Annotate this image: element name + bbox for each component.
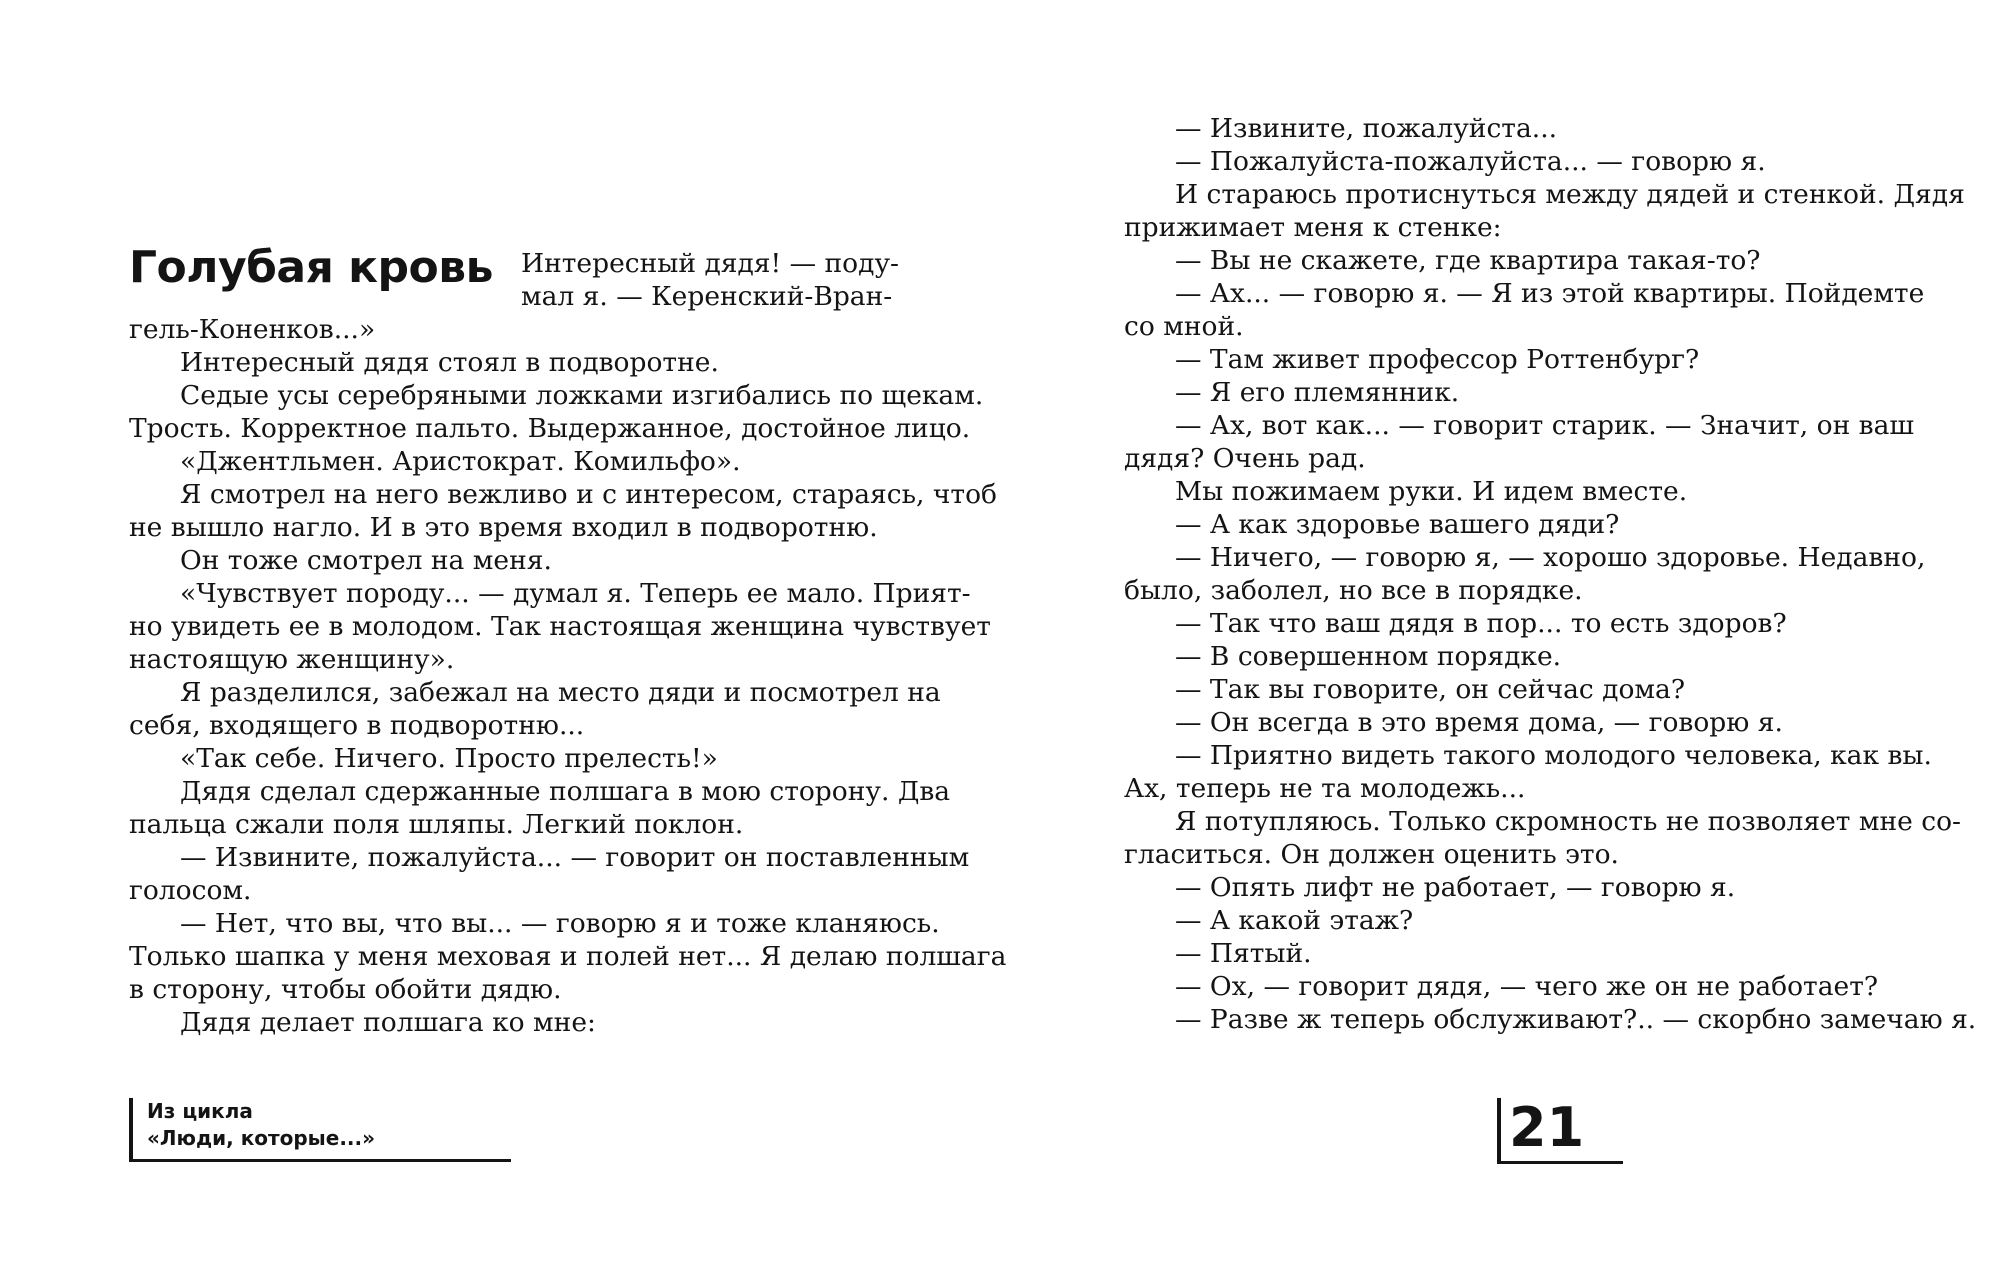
text-line: — Ах... — говорю я. — Я из этой квартиры. Пойдемте — [1175, 278, 1925, 309]
text-line: — В совершенном порядке. — [1175, 641, 1562, 672]
text-line: себя, входящего в подворотню... — [129, 710, 585, 741]
page-number: 21 — [1497, 1098, 1623, 1164]
text-line: — Так что ваш дядя в пор... то есть здоров? — [1175, 608, 1787, 639]
text-line: Трость. Корректное пальто. Выдержанное, достойное лицо. — [129, 413, 971, 444]
text-line: Только шапка у меня меховая и полей нет... Я делаю полшага — [129, 941, 1007, 972]
text-line: в сторону, чтобы обойти дядю. — [129, 974, 562, 1005]
text-line: голосом. — [129, 875, 252, 906]
text-line: прижимает меня к стенке: — [1124, 212, 1502, 243]
text-line: — Ничего, — говорю я, — хорошо здоровье. Недавно, — [1175, 542, 1926, 573]
text-line: настоящую женщину». — [129, 644, 455, 675]
text-line: гель-Коненков...» — [129, 314, 376, 345]
text-line: Седые усы серебряными ложками изгибались по щекам. — [180, 380, 984, 411]
story-title: Голубая кровь — [129, 242, 493, 293]
text-line: Мы пожимаем руки. И идем вместе. — [1175, 476, 1688, 507]
text-line: — А какой этаж? — [1175, 905, 1414, 936]
text-line: — Там живет профессор Роттенбург? — [1175, 344, 1700, 375]
text-line: Я разделился, забежал на место дяди и посмотрел на — [180, 677, 941, 708]
text-line: не вышло нагло. И в это время входил в подворотню. — [129, 512, 878, 543]
text-line: Ах, теперь не та молодежь... — [1124, 773, 1526, 804]
text-line: — Нет, что вы, что вы... — говорю я и тоже кланяюсь. — [180, 908, 940, 939]
text-line: — Опять лифт не работает, — говорю я. — [1175, 872, 1736, 903]
text-line: Интересный дядя! — поду- — [521, 248, 899, 279]
text-line: — Разве ж теперь обслуживают?.. — скорбно замечаю я. — [1175, 1004, 1977, 1035]
right-column — [1124, 0, 1977, 1050]
text-line: пальца сжали поля шляпы. Легкий поклон. — [129, 809, 744, 840]
text-line: Он тоже смотрел на меня. — [180, 545, 552, 576]
text-line: «Джентльмен. Аристократ. Комильфо». — [180, 446, 741, 477]
cycle-name: «Люди, которые...» — [147, 1126, 376, 1150]
text-line: Я смотрел на него вежливо и с интересом, стараясь, чтоб — [180, 479, 997, 510]
text-line: гласиться. Он должен оценить это. — [1124, 839, 1619, 870]
text-line: дядя? Очень рад. — [1124, 443, 1366, 474]
text-line: — Извините, пожалуйста... — [1175, 113, 1558, 144]
text-line: но увидеть ее в молодом. Так настоящая женщина чувствует — [129, 611, 991, 642]
text-line: — Я его племянник. — [1175, 377, 1460, 408]
text-line: Дядя сделал сдержанные полшага в мою сторону. Два — [180, 776, 951, 807]
text-line: со мной. — [1124, 311, 1244, 342]
text-line: «Чувствует породу... — думал я. Теперь ее мало. Прият- — [180, 578, 971, 609]
text-line: — Ох, — говорит дядя, — чего же он не работает? — [1175, 971, 1879, 1002]
text-line: И стараюсь протиснуться между дядей и стенкой. Дядя — [1175, 179, 1965, 210]
text-line: — Ах, вот как... — говорит старик. — Значит, он ваш — [1175, 410, 1915, 441]
text-line: — Так вы говорите, он сейчас дома? — [1175, 674, 1686, 705]
cycle-label: Из цикла — [147, 1099, 253, 1123]
cycle-footer — [129, 1098, 511, 1162]
text-line: — Извините, пожалуйста... — говорит он поставленным — [180, 842, 970, 873]
text-line: — Он всегда в это время дома, — говорю я. — [1175, 707, 1783, 738]
text-line: мал я. — Керенский-Вран- — [521, 281, 893, 312]
text-line: — Пожалуйста-пожалуйста... — говорю я. — [1175, 146, 1766, 177]
text-line: было, заболел, но все в порядке. — [1124, 575, 1583, 606]
text-line: Я потупляюсь. Только скромность не позволяет мне со- — [1175, 806, 1961, 837]
left-column — [129, 0, 1007, 1050]
text-line: «Так себе. Ничего. Просто прелесть!» — [180, 743, 718, 774]
text-line: Дядя делает полшага ко мне: — [180, 1007, 596, 1038]
text-line: — Пятый. — [1175, 938, 1312, 969]
text-line: Интересный дядя стоял в подворотне. — [180, 347, 719, 378]
text-line: — А как здоровье вашего дяди? — [1175, 509, 1620, 540]
text-line: — Вы не скажете, где квартира такая-то? — [1175, 245, 1761, 276]
text-line: — Приятно видеть такого молодого человека, как вы. — [1175, 740, 1932, 771]
